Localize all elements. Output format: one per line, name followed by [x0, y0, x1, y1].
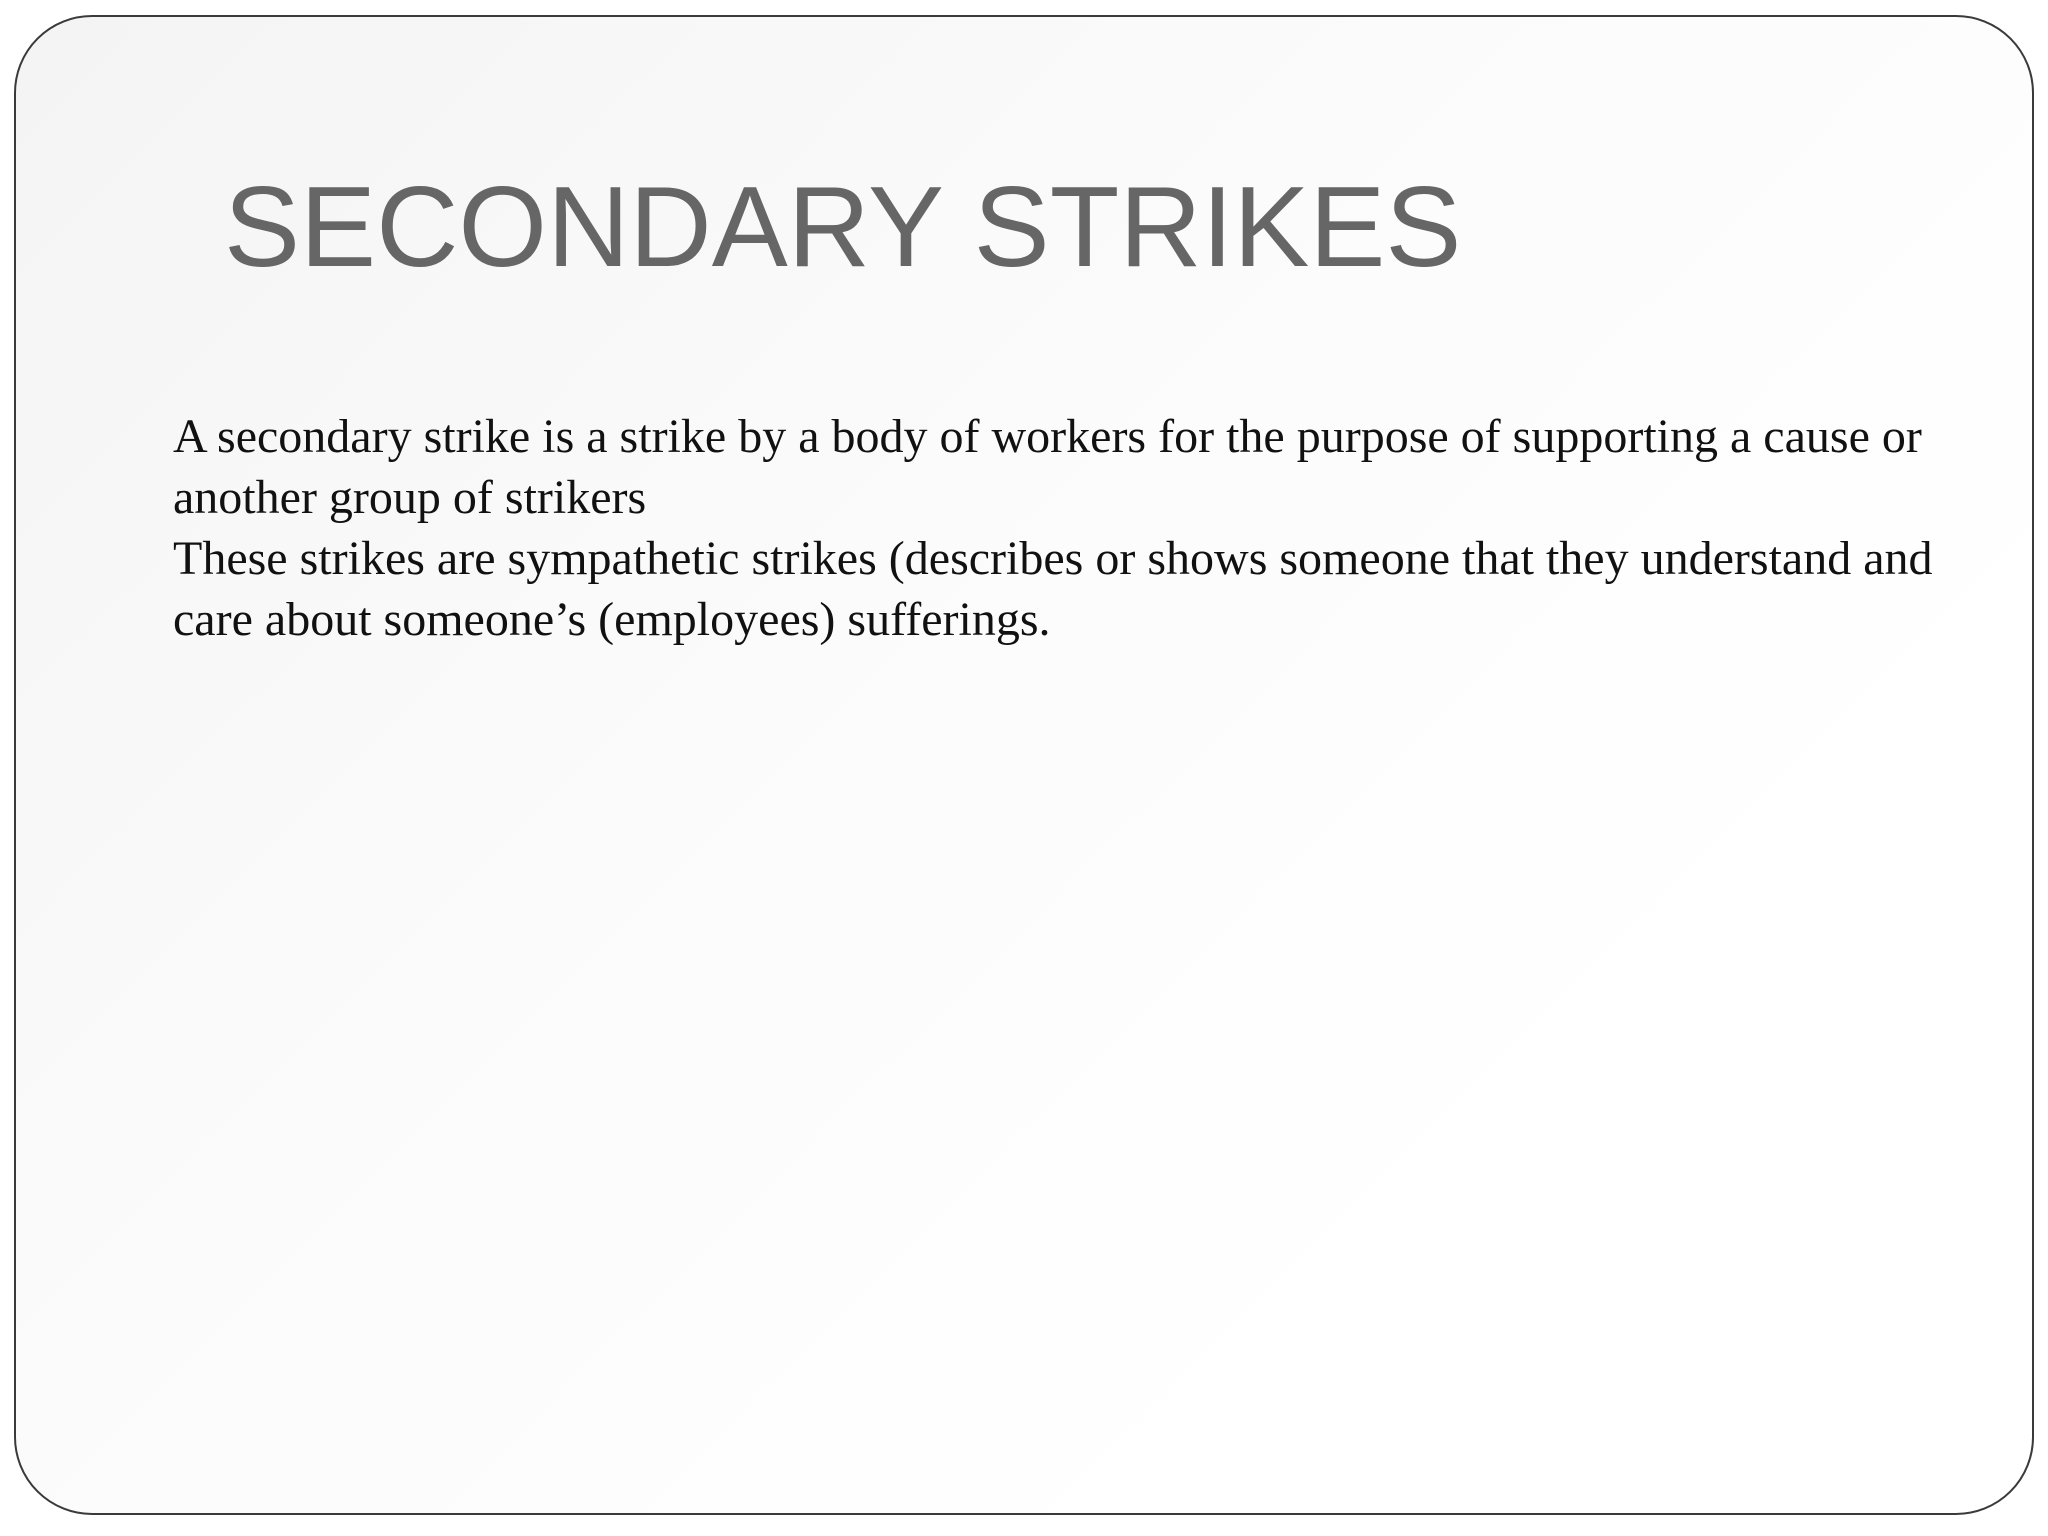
slide-title: SECONDARY STRIKES — [224, 164, 1462, 291]
body-paragraph-sympathetic: These strikes are sympathetic strikes (describes or shows someone that they understand and care about someone’s (employees) sufferings. — [173, 532, 1933, 646]
body-paragraph-definition: A secondary strike is a strike by a body of workers for the purpose of supporting a cause or another group of strikers — [173, 410, 1922, 524]
slide-body — [173, 406, 1933, 650]
